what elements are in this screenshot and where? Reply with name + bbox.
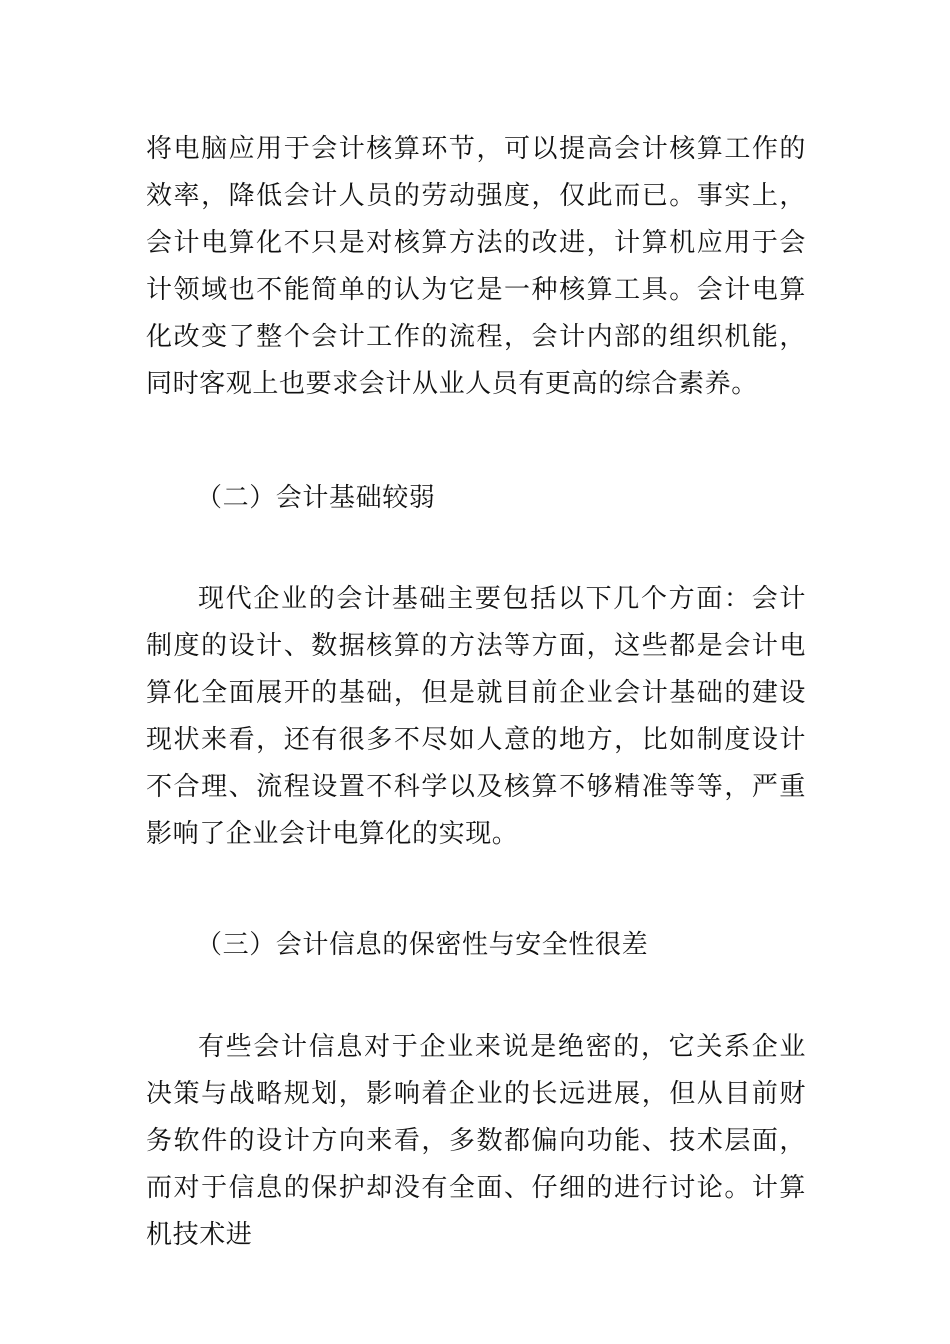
body-paragraph-1: 将电脑应用于会计核算环节，可以提高会计核算工作的效率，降低会计人员的劳动强度，仅此而已。事实上，会计电算化不只是对核算方法的改进，计算机应用于会计领域也不能简单的认为它是一种核算工具。会计电算化改变了整个会计工作的流程，会计内部的组织机能，同时客观上也要求会计从业人员有更高的综合素养。 (146, 134, 806, 399)
section-heading-2: （二）会计基础较弱 (196, 483, 436, 513)
body-paragraph-3: 有些会计信息对于企业来说是绝密的，它关系企业决策与战略规划，影响着企业的长远进展，但从目前财务软件的设计方向来看，多数都偏向功能、技术层面，而对于信息的保护却没有全面、仔细的进行讨论。计算机技术进 (146, 1032, 806, 1250)
section-heading-3: （三）会计信息的保密性与安全性很差 (196, 930, 649, 960)
body-paragraph-2: 现代企业的会计基础主要包括以下几个方面：会计制度的设计、数据核算的方法等方面，这些都是会计电算化全面展开的基础，但是就目前企业会计基础的建设现状来看，还有很多不尽如人意的地方，比如制度设计不合理、流程设置不科学以及核算不够精准等等，严重影响了企业会计电算化的实现。 (146, 584, 806, 849)
